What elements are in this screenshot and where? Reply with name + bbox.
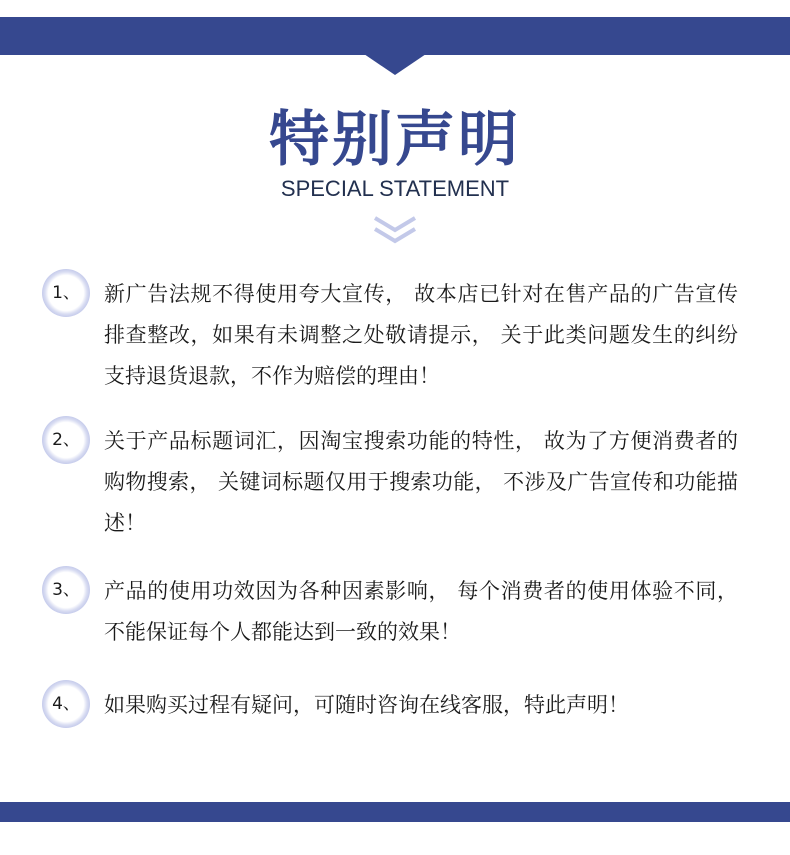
page-subtitle: SPECIAL STATEMENT [280,176,510,201]
item-number: 3、 [52,580,80,600]
top-banner-notch [364,54,426,75]
top-banner [0,17,790,55]
item-text: 新广告法规不得使用夸大宣传， 故本店已针对在售产品的广告宣传排查整改，如果有未调整之处敬请提示， 关于此类问题发生的纠纷支持退货退款，不作为赔偿的理由！ [104,282,738,388]
item-number: 2、 [52,430,80,450]
item-number: 1、 [52,283,80,303]
item-text: 关于产品标题词汇，因淘宝搜索功能的特性， 故为了方便消费者的购物搜索， 关键词标题仅用于搜索功能， 不涉及广告宣传和功能描述！ [104,429,738,535]
bottom-banner [0,802,790,822]
double-chevron-down-icon [372,214,418,248]
page-title: 特别声明 [269,105,521,175]
item-text: 如果购买过程有疑问，可随时咨询在线客服，特此声明！ [104,693,629,717]
item-text: 产品的使用功效因为各种因素影响， 每个消费者的使用体验不同， 不能保证每个人都能达到一致的效果！ [104,579,745,644]
item-number: 4、 [52,694,80,714]
